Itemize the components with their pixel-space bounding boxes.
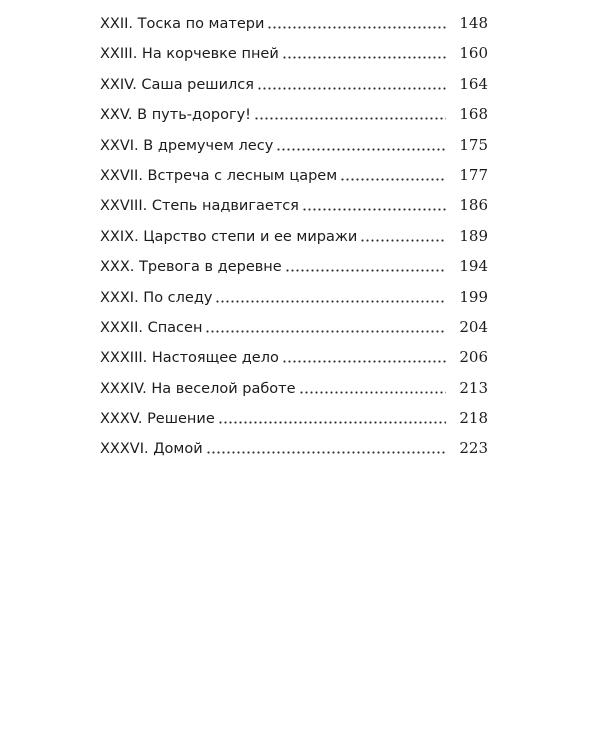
toc-entry-title: XXVII. Встреча с лесным царем [100, 167, 338, 184]
dot-leader [285, 258, 446, 272]
toc-page-number: 148 [459, 14, 488, 32]
toc-page-number: 160 [459, 44, 488, 63]
toc-entry [100, 75, 488, 105]
toc-page-number: 164 [459, 74, 488, 93]
toc-entry-title: XXII. Тоска по матери [100, 16, 265, 32]
dot-leader [254, 106, 446, 120]
toc-entry-title: XXVIII. Степь надвигается [100, 198, 299, 215]
toc-entry [100, 257, 488, 287]
toc-page-number: 223 [459, 439, 488, 458]
toc-page-number: 194 [459, 257, 488, 276]
toc-page-number: 213 [459, 378, 488, 397]
toc-entry-title: XXXI. По следу [100, 289, 213, 306]
dot-leader [302, 197, 446, 211]
toc-page-number: 199 [459, 287, 488, 306]
toc-entry-title: XXX. Тревога в деревне [100, 259, 282, 276]
toc-entry-title: XXIII. На корчевке пней [100, 46, 279, 63]
dot-leader [282, 45, 446, 59]
toc-entry [100, 439, 488, 469]
toc-entry-title: XXXVI. Домой [100, 441, 203, 458]
toc-entry-title: XXVI. В дремучем лесу [100, 137, 274, 154]
dot-leader [299, 380, 446, 394]
toc-page-number: 186 [459, 196, 488, 215]
toc-entry [100, 166, 488, 196]
dot-leader [267, 15, 446, 29]
toc-entry [100, 44, 488, 74]
toc-entry [100, 136, 488, 166]
toc-entry [100, 379, 488, 409]
toc-page-number: 168 [459, 105, 488, 124]
toc-entry-title: XXV. В путь-дорогу! [100, 107, 251, 124]
dot-leader [360, 228, 446, 242]
toc-page-number: 218 [459, 409, 488, 428]
dot-leader [340, 167, 446, 181]
toc-entry [100, 14, 488, 44]
table-of-contents [100, 14, 488, 470]
toc-entry [100, 318, 488, 348]
dot-leader [257, 76, 446, 90]
toc-entry [100, 105, 488, 135]
toc-entry [100, 196, 488, 226]
toc-entry [100, 409, 488, 439]
toc-entry-title: XXXIV. На веселой работе [100, 380, 296, 397]
toc-entry [100, 348, 488, 378]
toc-entry [100, 288, 488, 318]
toc-entry-title: XXIV. Саша решился [100, 76, 254, 93]
toc-entry [100, 227, 488, 257]
toc-page-number: 189 [459, 226, 488, 245]
toc-entry-title: XXXIII. Настоящее дело [100, 350, 279, 367]
toc-entry-title: XXXV. Решение [100, 411, 215, 428]
dot-leader [276, 137, 446, 151]
dot-leader [205, 319, 446, 333]
toc-page-number: 175 [459, 135, 488, 154]
dot-leader [215, 289, 446, 303]
dot-leader [206, 440, 446, 454]
dot-leader [282, 349, 446, 363]
toc-page-number: 206 [459, 348, 488, 367]
toc-page-number: 204 [459, 317, 488, 336]
dot-leader [218, 410, 446, 424]
toc-entry-title: XXIX. Царство степи и ее миражи [100, 228, 358, 245]
toc-page-number: 177 [459, 165, 488, 184]
toc-entry-title: XXXII. Спасен [100, 319, 203, 336]
